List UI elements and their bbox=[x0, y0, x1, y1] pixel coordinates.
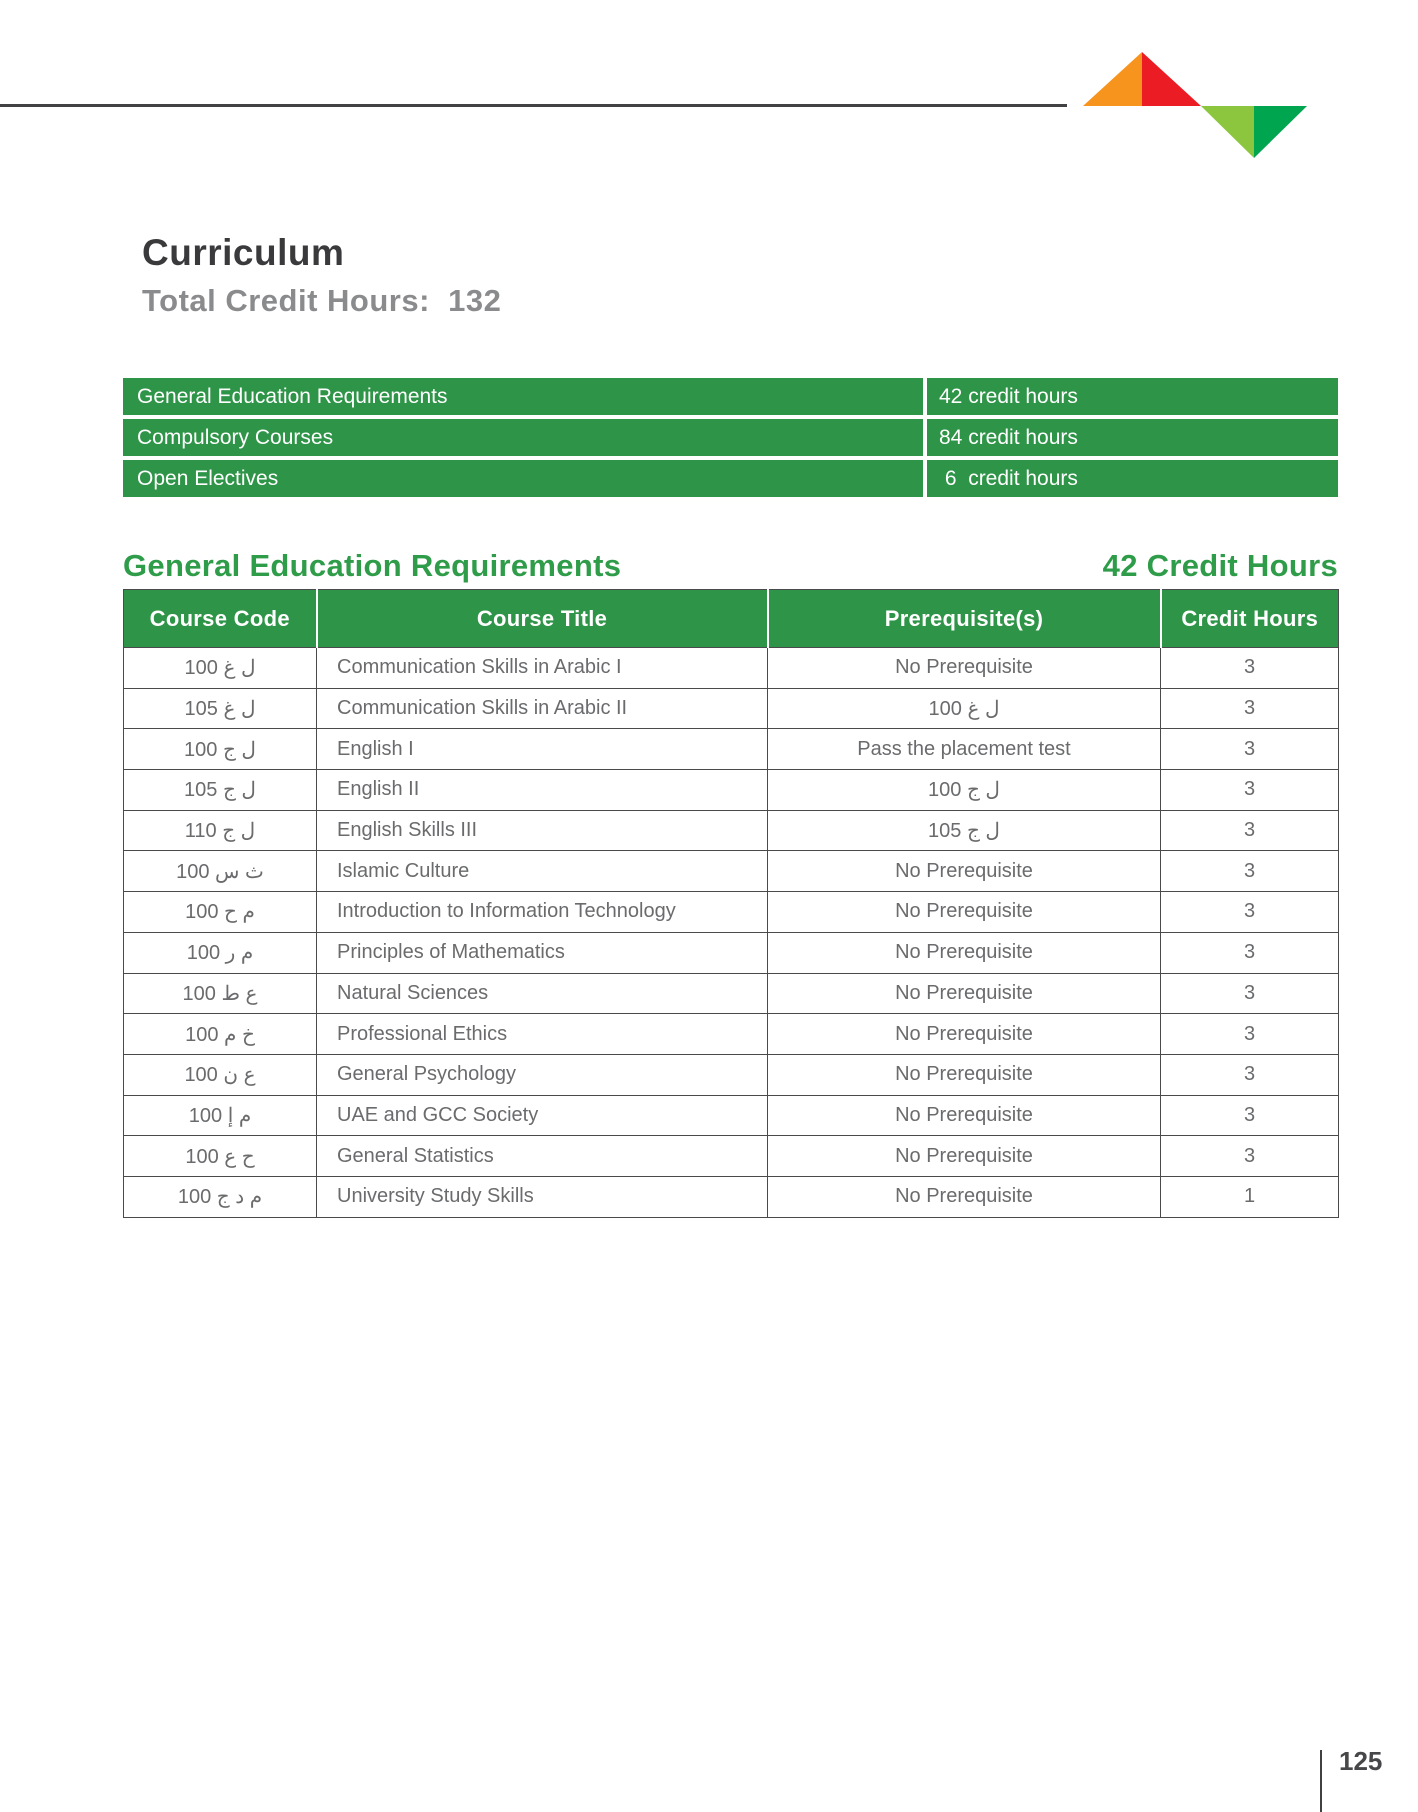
col-header-prerequisites: Prerequisite(s) bbox=[768, 590, 1161, 648]
course-title: General Statistics bbox=[317, 1136, 768, 1177]
page-number-rule bbox=[1320, 1750, 1322, 1812]
summary-row-label: General Education Requirements bbox=[123, 378, 923, 415]
course-credit-hours: 3 bbox=[1161, 648, 1339, 689]
course-code: ث س 100 bbox=[124, 851, 317, 892]
section-heading bbox=[123, 549, 1338, 583]
logo-dark-green-triangle bbox=[1254, 106, 1307, 158]
course-code: م د ج 100 bbox=[124, 1176, 317, 1217]
course-title: English II bbox=[317, 770, 768, 811]
table-row bbox=[124, 1095, 1339, 1136]
course-title: UAE and GCC Society bbox=[317, 1095, 768, 1136]
table-header-row bbox=[124, 590, 1339, 648]
course-credit-hours: 3 bbox=[1161, 810, 1339, 851]
page-title: Curriculum bbox=[142, 232, 345, 273]
section-title: General Education Requirements bbox=[123, 548, 622, 583]
course-code: ل ج 110 bbox=[124, 810, 317, 851]
course-credit-hours: 3 bbox=[1161, 1054, 1339, 1095]
course-title: Principles of Mathematics bbox=[317, 932, 768, 973]
course-prerequisite: No Prerequisite bbox=[768, 1176, 1161, 1217]
course-credit-hours: 3 bbox=[1161, 688, 1339, 729]
course-title: Professional Ethics bbox=[317, 1014, 768, 1055]
course-code: خ م 100 bbox=[124, 1014, 317, 1055]
course-credit-hours: 3 bbox=[1161, 973, 1339, 1014]
course-credit-hours: 3 bbox=[1161, 770, 1339, 811]
course-prerequisite: Pass the placement test bbox=[768, 729, 1161, 770]
summary-row-value: 84 credit hours bbox=[927, 419, 1338, 456]
course-code: ع ن 100 bbox=[124, 1054, 317, 1095]
logo-orange-triangle bbox=[1083, 52, 1142, 106]
section-credit-hours: 42 Credit Hours bbox=[1102, 548, 1338, 583]
course-code: ل غ 105 bbox=[124, 688, 317, 729]
logo-light-green-triangle bbox=[1201, 106, 1254, 158]
course-code: ل ج 100 bbox=[124, 729, 317, 770]
course-prerequisite: No Prerequisite bbox=[768, 973, 1161, 1014]
course-prerequisite: ل ج 100 bbox=[768, 770, 1161, 811]
col-header-course-code: Course Code bbox=[124, 590, 317, 648]
table-row bbox=[124, 729, 1339, 770]
course-credit-hours: 3 bbox=[1161, 932, 1339, 973]
course-code: ل ج 105 bbox=[124, 770, 317, 811]
course-prerequisite: No Prerequisite bbox=[768, 1054, 1161, 1095]
course-code: م إ 100 bbox=[124, 1095, 317, 1136]
table-row bbox=[124, 688, 1339, 729]
table-row bbox=[124, 932, 1339, 973]
summary-row-label: Compulsory Courses bbox=[123, 419, 923, 456]
table-row bbox=[124, 851, 1339, 892]
course-credit-hours: 3 bbox=[1161, 1136, 1339, 1177]
header-rule bbox=[0, 104, 1067, 107]
course-credit-hours: 3 bbox=[1161, 1095, 1339, 1136]
course-credit-hours: 3 bbox=[1161, 729, 1339, 770]
course-prerequisite: No Prerequisite bbox=[768, 1136, 1161, 1177]
table-row bbox=[124, 1054, 1339, 1095]
summary-row bbox=[123, 419, 1338, 456]
course-title: English Skills III bbox=[317, 810, 768, 851]
course-title: University Study Skills bbox=[317, 1176, 768, 1217]
course-prerequisite: No Prerequisite bbox=[768, 1095, 1161, 1136]
table-row bbox=[124, 973, 1339, 1014]
course-title: Communication Skills in Arabic I bbox=[317, 648, 768, 689]
page-number: 125 bbox=[1339, 1746, 1383, 1776]
course-prerequisite: No Prerequisite bbox=[768, 851, 1161, 892]
course-title: Natural Sciences bbox=[317, 973, 768, 1014]
col-header-course-title: Course Title bbox=[317, 590, 768, 648]
course-credit-hours: 3 bbox=[1161, 851, 1339, 892]
course-credit-hours: 1 bbox=[1161, 1176, 1339, 1217]
course-prerequisite: ل ج 105 bbox=[768, 810, 1161, 851]
course-credit-hours: 3 bbox=[1161, 1014, 1339, 1055]
table-row bbox=[124, 770, 1339, 811]
course-code: ل غ 100 bbox=[124, 648, 317, 689]
summary-row bbox=[123, 378, 1338, 415]
table-row bbox=[124, 1014, 1339, 1055]
course-prerequisite: No Prerequisite bbox=[768, 892, 1161, 933]
course-prerequisite: No Prerequisite bbox=[768, 648, 1161, 689]
table-row bbox=[124, 1136, 1339, 1177]
table-row bbox=[124, 1176, 1339, 1217]
course-credit-hours: 3 bbox=[1161, 892, 1339, 933]
table-row bbox=[124, 892, 1339, 933]
course-prerequisite: No Prerequisite bbox=[768, 1014, 1161, 1055]
course-title: Introduction to Information Technology bbox=[317, 892, 768, 933]
table-row bbox=[124, 648, 1339, 689]
course-title: Islamic Culture bbox=[317, 851, 768, 892]
summary-table bbox=[123, 378, 1338, 501]
course-code: م ر 100 bbox=[124, 932, 317, 973]
summary-row-label: Open Electives bbox=[123, 460, 923, 497]
col-header-credit-hours: Credit Hours bbox=[1161, 590, 1339, 648]
course-title: General Psychology bbox=[317, 1054, 768, 1095]
course-code: م ح 100 bbox=[124, 892, 317, 933]
course-title: English I bbox=[317, 729, 768, 770]
total-credit-hours: Total Credit Hours: 132 bbox=[142, 283, 502, 318]
course-prerequisite: No Prerequisite bbox=[768, 932, 1161, 973]
summary-row bbox=[123, 460, 1338, 497]
brand-logo bbox=[1083, 52, 1307, 158]
summary-row-value: 42 credit hours bbox=[927, 378, 1338, 415]
course-code: ح ع 100 bbox=[124, 1136, 317, 1177]
table-row bbox=[124, 810, 1339, 851]
summary-row-value: 6 credit hours bbox=[927, 460, 1338, 497]
courses-table bbox=[123, 589, 1339, 1218]
course-code: ع ط 100 bbox=[124, 973, 317, 1014]
course-title: Communication Skills in Arabic II bbox=[317, 688, 768, 729]
course-prerequisite: ل غ 100 bbox=[768, 688, 1161, 729]
logo-red-triangle bbox=[1142, 52, 1201, 106]
